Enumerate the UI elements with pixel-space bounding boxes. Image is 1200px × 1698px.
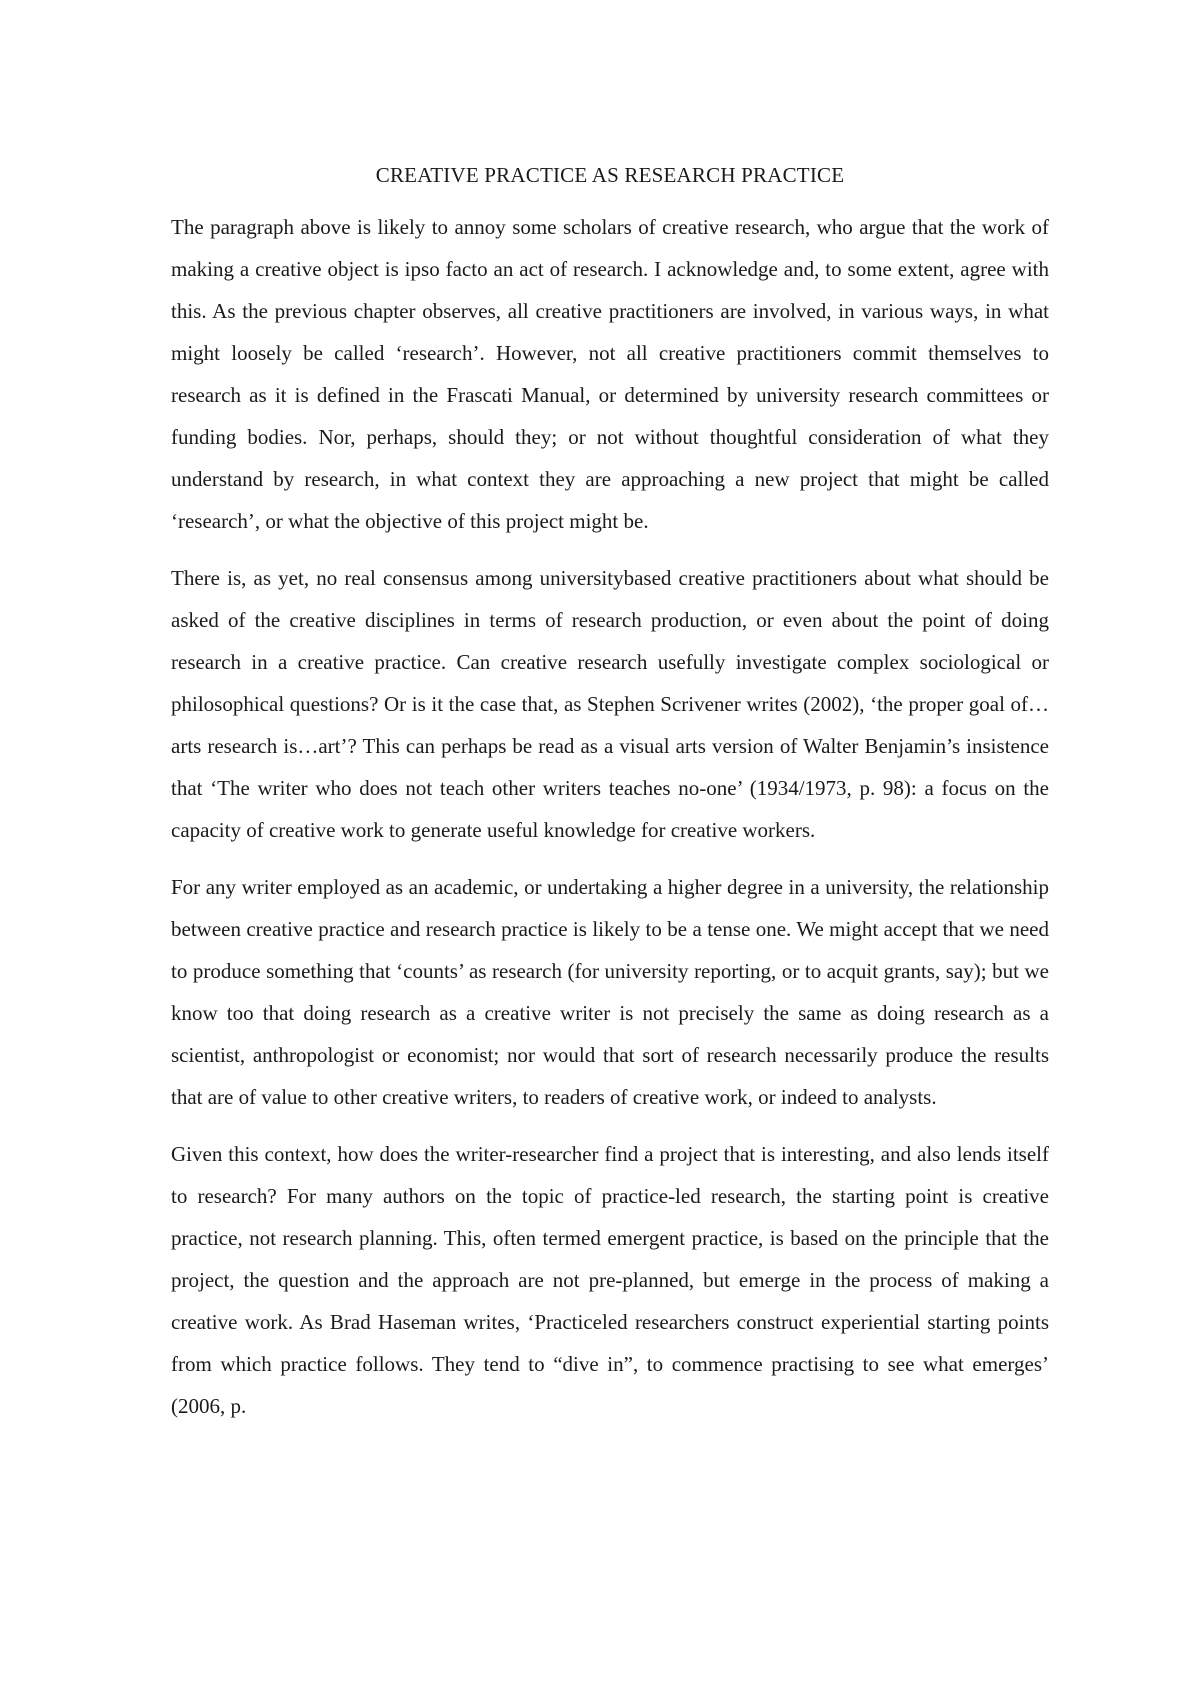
paragraph-3: For any writer employed as an academic, or undertaking a higher degree in a university, the relationship between creative practice and research practice is likely to be a tense one. We might accept that we need to produce something that ‘counts’ as research (for university reporting, or to acquit grants, say); but we know too that doing research as a creative writer is not precisely the same as doing research as a scientist, anthropologist or economist; nor would that sort of research necessarily produce the results that are of value to other creative writers, to readers of creative work, or indeed to analysts. xyxy=(171,875,1049,1109)
paragraph-2: There is, as yet, no real consensus among universitybased creative practitioners about what should be asked of the creative disciplines in terms of research production, or even about the point of doing research in a creative practice. Can creative research usefully investigate complex sociological or philosophical questions? Or is it the case that, as Stephen Scrivener writes (2002), ‘the proper goal of…arts research is…art’? This can perhaps be read as a visual arts version of Walter Benjamin’s insistence that ‘The writer who does not teach other writers teaches no-one’ (1934/1973, p. 98): a focus on the capacity of creative work to generate useful knowledge for creative workers. xyxy=(171,566,1049,842)
document-body xyxy=(171,160,1049,1442)
paragraph-4: Given this context, how does the writer-researcher find a project that is interesting, and also lends itself to research? For many authors on the topic of practice-led research, the starting point is creative practice, not research planning. This, often termed emergent practice, is based on the principle that the project, the question and the approach are not pre-planned, but emerge in the process of making a creative work. As Brad Haseman writes, ‘Practiceled researchers construct experiential starting points from which practice follows. They tend to “dive in”, to commence practising to see what emerges’ (2006, p. xyxy=(171,1142,1049,1418)
page-title: CREATIVE PRACTICE AS RESEARCH PRACTICE xyxy=(375,163,845,187)
paragraph-1: The paragraph above is likely to annoy some scholars of creative research, who argue that the work of making a creative object is ipso facto an act of research. I acknowledge and, to some extent, agree with this. As the previous chapter observes, all creative practitioners are involved, in various ways, in what might loosely be called ‘research’. However, not all creative practitioners commit themselves to research as it is defined in the Frascati Manual, or determined by university research committees or funding bodies. Nor, perhaps, should they; or not without thoughtful consideration of what they understand by research, in what context they are approaching a new project that might be called ‘research’, or what the objective of this project might be. xyxy=(171,215,1049,533)
